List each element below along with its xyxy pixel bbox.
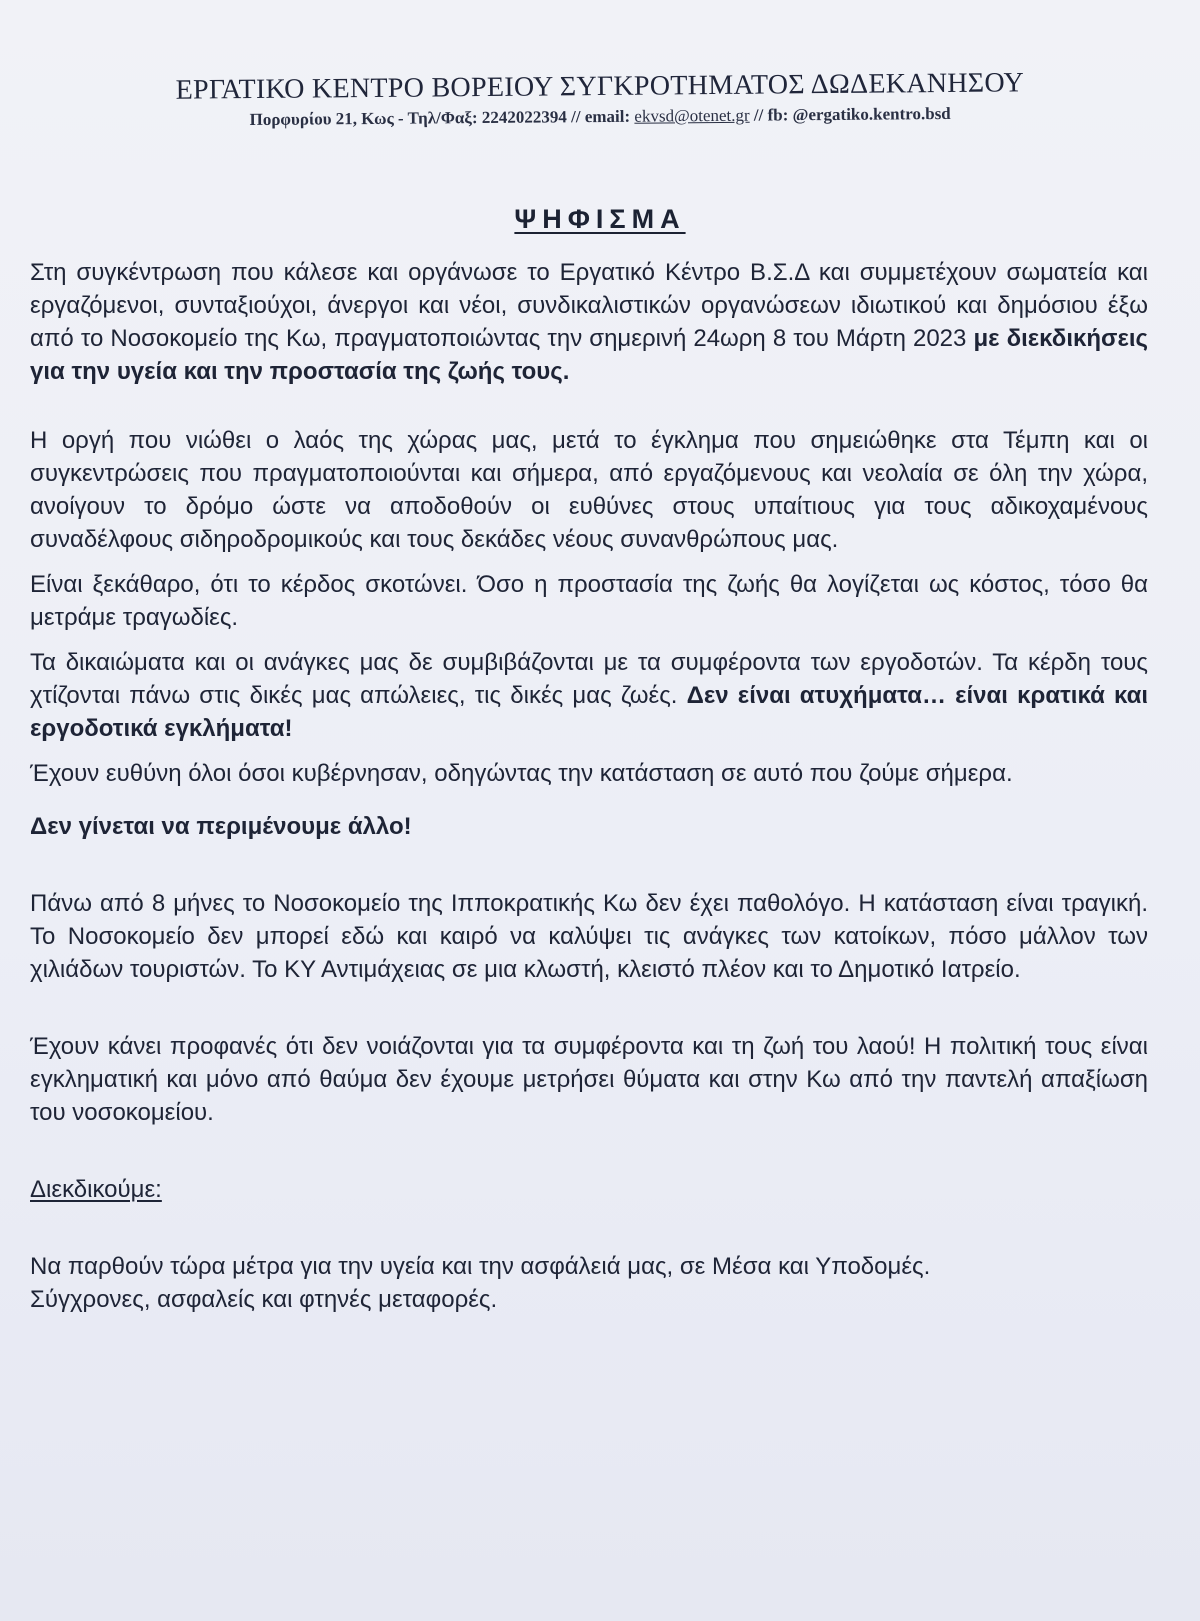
organization-email-link[interactable]: ekvsd@otenet.gr — [634, 105, 750, 126]
paragraph-anger: Η οργή που νιώθει ο λαός της χώρας μας, μετά το έγκλημα που σημειώθηκε στα Τέμπη και οι συγκεντρώσεις που πραγματοποιούνται και σήμερα, από εργαζόμενους και νεολαία σε όλη την χώρα, ανοίγουν το δρόμο ώστε να αποδοθούν οι ευθύνες στους υπαίτιους για τους αδικοχαμένους συναδέλφους σιδηροδρομικούς και τους δεκάδες νέους συνανθρώπους μας. — [30, 427, 1148, 553]
paragraph-rights-emphasis: Δεν είναι ατυχήματα… είναι κρατικά και εργοδοτικά εγκλήματα! — [30, 682, 1148, 742]
letterhead — [120, 66, 1080, 134]
paragraph-demands — [30, 1250, 1148, 1316]
paragraph-responsibility: Έχουν ευθύνη όλοι όσοι κυβέρνησαν, οδηγώντας την κατάσταση σε αυτό που ζούμε σήμερα. — [30, 760, 1013, 787]
paragraph-cannot-wait-text: Δεν γίνεται να περιμένουμε άλλο! — [30, 813, 412, 840]
paragraph-gathering — [30, 256, 1148, 388]
demands-heading — [30, 1173, 1148, 1206]
paragraph-profit: Είναι ξεκάθαρο, ότι το κέρδος σκοτώνει. Όσο η προστασία της ζωής θα λογίζεται ως κόστος, τόσο θα μετράμε τραγωδίες. — [30, 571, 1148, 631]
organization-facebook: // fb: @ergatiko.kentro.bsd — [749, 103, 951, 125]
paragraph-rights — [30, 646, 1148, 745]
document-title — [0, 202, 1200, 236]
paragraph-rights-text: Τα δικαιώματα και οι ανάγκες μας δε συμβιβάζονται με τα συμφέροντα των εργοδοτών. Τα κέρδη τους χτίζονται πάνω στις δικές μας απώλειες, τις δικές μας ζωές. — [30, 649, 1148, 709]
paragraph-gathering-emphasis: με διεκδικήσεις για την υγεία και την προστασία της ζωής τους. — [30, 325, 1148, 385]
document-title-text: ΨΗΦΙΣΜΑ — [514, 204, 686, 234]
paragraph-gathering-text: Στη συγκέντρωση που κάλεσε και οργάνωσε το Εργατικό Κέντρο Β.Σ.Δ και συμμετέχουν σωματεία και εργαζόμενοι, συνταξιούχοι, άνεργοι και νέοι, συνδικαλιστικών οργανώσεων ιδιωτικού και δημόσιου έξω από το Νοσοκομείο της Κω, πραγματοποιώντας την σημερινή 24ωρη 8 του Μάρτη 2023 — [30, 259, 1148, 352]
organization-name: ΕΡΓΑΤΙΚΟ ΚΕΝΤΡΟ ΒΟΡΕΙΟΥ ΣΥΓΚΡΟΤΗΜΑΤΟΣ ΔΩΔΕΚΑΝΗΣΟΥ — [175, 67, 1025, 106]
document-body — [30, 256, 1148, 1316]
paragraph-policy: Έχουν κάνει προφανές ότι δεν νοιάζονται για τα συμφέροντα και τη ζωή του λαού! Η πολιτική τους είναι εγκληματική και μόνο από θαύμα δεν έχουμε μετρήσει θύματα και στην Κω από την παντελή απαξίωση του νοσοκομείου. — [30, 1033, 1148, 1126]
paragraph-cannot-wait — [30, 810, 1148, 843]
organization-address: Πορφυρίου 21, Κως - Τηλ/Φαξ: 2242022394 // email: — [249, 106, 635, 130]
demand-line-transport: Σύγχρονες, ασφαλείς και φτηνές μεταφορές. — [30, 1286, 498, 1313]
paragraph-hospital: Πάνω από 8 μήνες το Νοσοκομείο της Ιπποκρατικής Κω δεν έχει παθολόγο. Η κατάσταση είναι τραγική. Το Νοσοκομείο δεν μπορεί εδώ και καιρό να καλύψει τις ανάγκες των κατοίκων, πόσο μάλλον των χιλιάδων τουριστών. Το ΚΥ Αντιμάχειας σε μια κλωστή, κλειστό πλέον και το Δημοτικό Ιατρείο. — [30, 890, 1148, 983]
demands-heading-text: Διεκδικούμε: — [30, 1176, 162, 1203]
demand-line-measures: Να παρθούν τώρα μέτρα για την υγεία και την ασφάλειά μας, σε Μέσα και Υποδομές. — [30, 1253, 931, 1280]
